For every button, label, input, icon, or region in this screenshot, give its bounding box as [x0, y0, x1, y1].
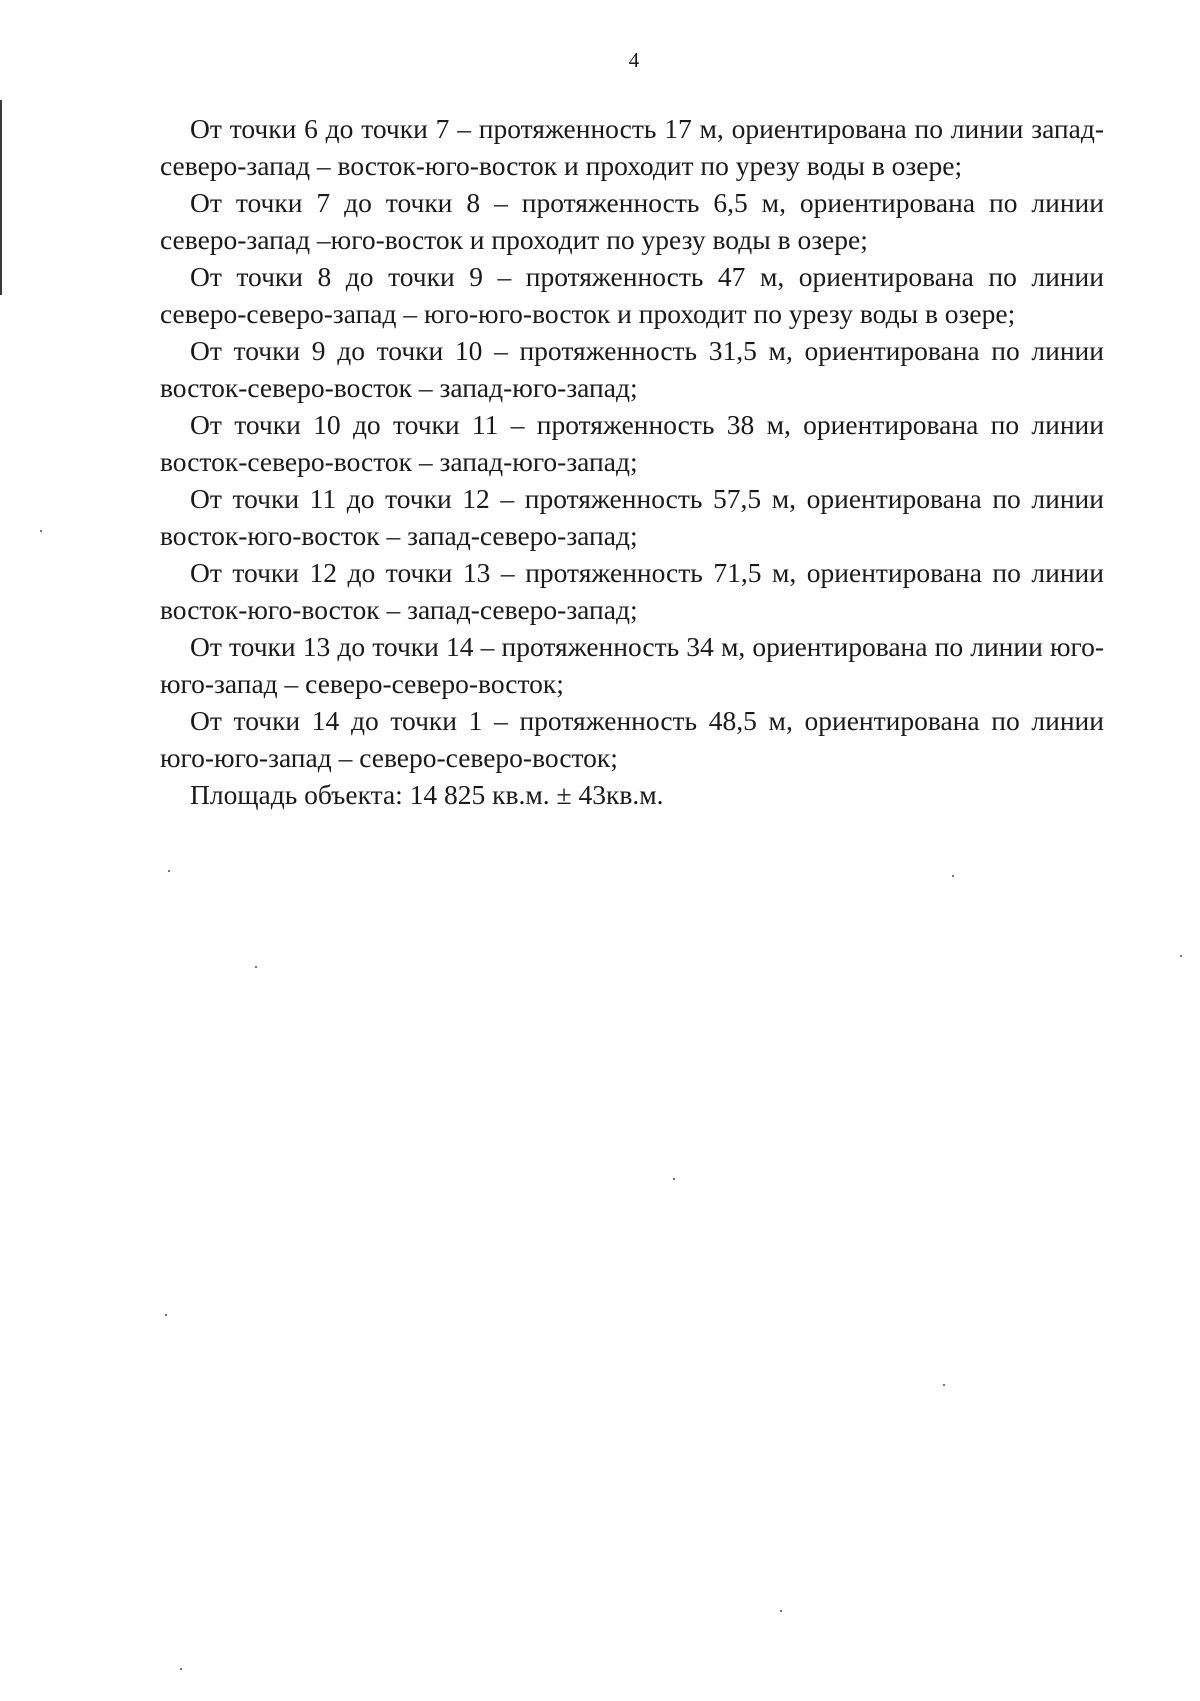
segment-14-1-paragraph: От точки 14 до точки 1 – протяженность 48,5 м, ориентирована по линии юго-юго-запад – северо-северо-восток;	[160, 705, 1104, 773]
scan-speck	[673, 1178, 675, 1180]
segment-10-11-paragraph: От точки 10 до точки 11 – протяженность 38 м, ориентирована по линии восток-северо-восток – запад-юго-запад;	[160, 409, 1104, 477]
page-number: 4	[628, 48, 640, 72]
scan-speck	[1180, 955, 1182, 957]
scan-speck	[165, 1314, 167, 1316]
scan-speck	[952, 875, 954, 877]
segment-8-9-paragraph: От точки 8 до точки 9 – протяженность 47 м, ориентирована по линии северо-северо-запад – юго-юго-восток и проходит по урезу воды в озере;	[160, 261, 1104, 329]
segment-9-10-paragraph: От точки 9 до точки 10 – протяженность 31,5 м, ориентирована по линии восток-северо-восток – запад-юго-запад;	[160, 335, 1104, 403]
scan-speck	[943, 1384, 945, 1386]
scan-speck	[255, 966, 257, 968]
segment-11-12-paragraph: От точки 11 до точки 12 – протяженность 57,5 м, ориентирована по линии восток-юго-восток – запад-северо-запад;	[160, 483, 1104, 551]
segment-12-13-paragraph: От точки 12 до точки 13 – протяженность 71,5 м, ориентирована по линии восток-юго-восток – запад-северо-запад;	[160, 557, 1104, 625]
scan-margin-line	[0, 100, 2, 295]
scan-speck	[40, 530, 42, 532]
object-area-paragraph: Площадь объекта: 14 825 кв.м. ± 43кв.м.	[190, 779, 664, 810]
document-body	[160, 110, 1104, 813]
segment-6-7-paragraph: От точки 6 до точки 7 – протяженность 17 м, ориентирована по линии запад-северо-запад – восток-юго-восток и проходит по урезу воды в озере;	[160, 113, 1104, 181]
segment-13-14-paragraph: От точки 13 до точки 14 – протяженность 34 м, ориентирована по линии юго-юго-запад – северо-северо-восток;	[160, 631, 1104, 699]
segment-7-8-paragraph: От точки 7 до точки 8 – протяженность 6,5 м, ориентирована по линии северо-запад –юго-восток и проходит по урезу воды в озере;	[160, 187, 1104, 255]
scan-speck	[180, 1668, 182, 1670]
scan-speck	[168, 870, 170, 872]
scan-speck	[780, 1610, 782, 1612]
